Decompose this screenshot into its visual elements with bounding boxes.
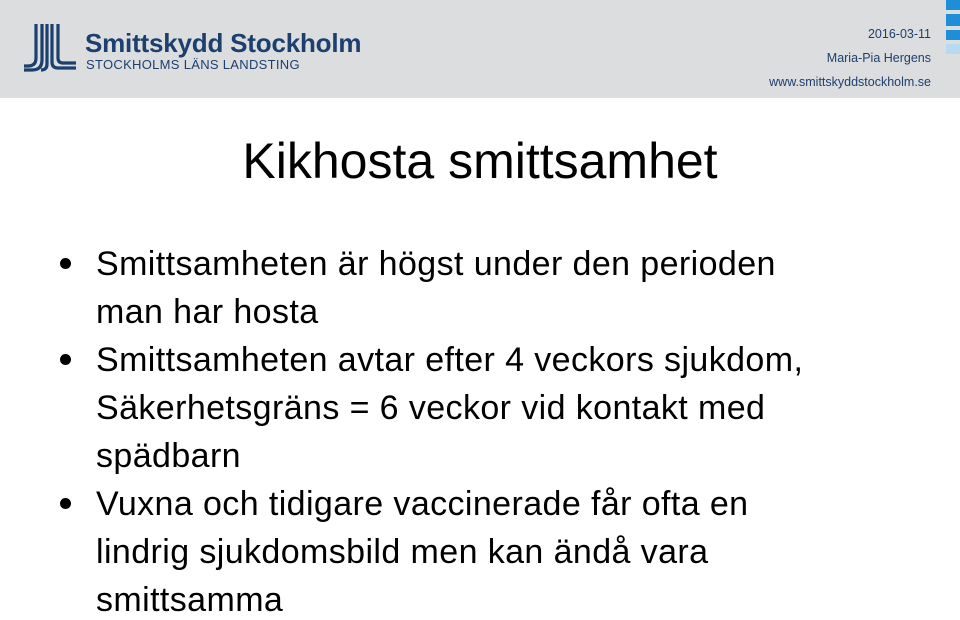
bullet-line: Säkerhetsgräns = 6 veckor vid kontakt med [96,389,766,427]
slide-meta [769,22,931,94]
bullet-line: lindrig sjukdomsbild men kan ändå vara [96,533,709,571]
bullet-dot-icon [60,258,71,269]
bullet-line: Smittsamheten avtar efter 4 veckors sjukdom, [96,341,804,379]
bullet-line: Smittsamheten är högst under den perioden [96,245,776,283]
bullet-dot-icon [60,354,71,365]
header-bar [0,0,960,98]
org-subtitle: STOCKHOLMS LÄNS LANDSTING [86,57,300,72]
bullet-item [60,336,940,480]
slide-date: 2016-03-11 [867,27,931,41]
corner-squares-decoration-icon [944,0,960,98]
bullet-dot-icon [60,498,71,509]
bullet-line: man har hosta [96,293,319,331]
org-name: Smittskydd Stockholm [85,28,362,58]
bullet-list [60,240,940,620]
bullet-item [60,240,940,336]
smittskydd-logo-icon [22,22,78,72]
bullet-line: smittsamma [96,581,284,619]
website-link[interactable]: www.smittskyddstockholm.se [769,75,931,89]
bullet-item [60,480,940,620]
bullet-line: Vuxna och tidigare vaccinerade får ofta en [96,485,749,523]
bullet-line: spädbarn [96,437,241,475]
slide-author: Maria-Pia Hergens [826,51,931,65]
slide-title: Kikhosta smittsamhet [242,133,718,189]
